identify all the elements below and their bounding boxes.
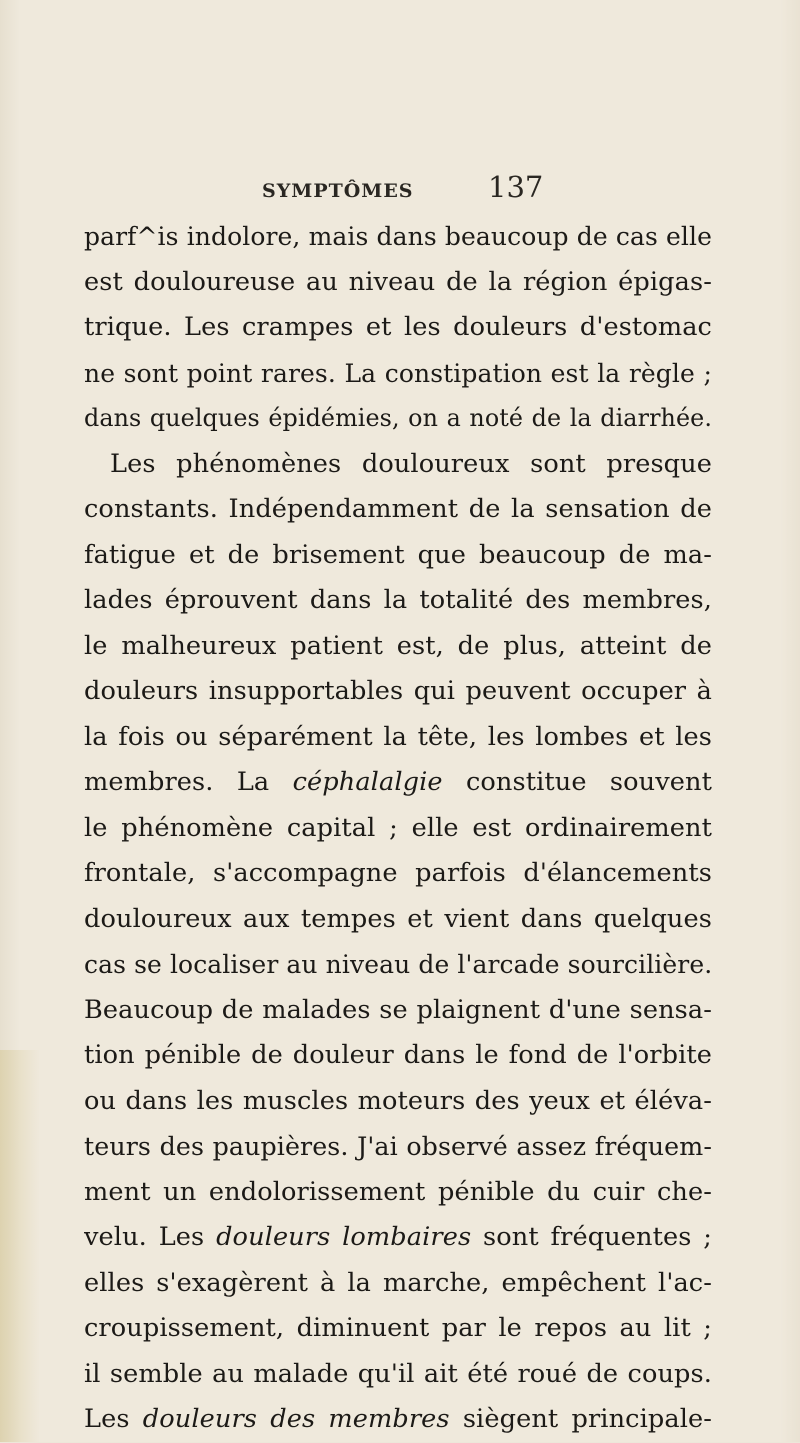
text-line-22: ment un endolorissement pénible du cuir che- — [84, 1176, 712, 1207]
text-line-15: frontale, s'accompagne parfois d'élancements — [84, 858, 712, 888]
body-text — [84, 214, 712, 1443]
text-line-13 — [84, 760, 712, 806]
text-line-21: teurs des paupières. J'ai observé assez fréquem- — [84, 1132, 712, 1161]
text-line-5: dans quelques épidémies, on a noté de la diarrhée. — [84, 404, 712, 432]
text-run: constitue souvent — [442, 767, 712, 797]
text-line-16: douloureux aux tempes et vient dans quelques — [84, 903, 712, 934]
text-line-7: constants. Indépendamment de la sensation de — [84, 494, 712, 524]
text-line-11: douleurs insupportables qui peuvent occuper à — [84, 676, 712, 706]
text-line-26: il semble au malade qu'il ait été roué de coups. — [84, 1358, 712, 1389]
text-line-10: le malheureux patient est, de plus, atteint de — [84, 630, 712, 661]
text-line-20: ou dans les muscles moteurs des yeux et éléva- — [84, 1085, 712, 1116]
text-line-9: lades éprouvent dans la totalité des membres, — [84, 585, 712, 615]
text-run: sont fréquentes ; — [471, 1222, 712, 1252]
italic-term: douleurs lombaires — [216, 1222, 472, 1252]
running-title: SYMPTÔMES — [262, 180, 414, 202]
page-header — [0, 168, 800, 208]
text-line-25: croupissement, diminuent par le repos au lit ; — [84, 1313, 712, 1343]
text-line-24: elles s'exagèrent à la marche, empêchent l'ac- — [84, 1267, 712, 1298]
text-line-14: le phénomène capital ; elle est ordinairement — [84, 812, 712, 843]
text-run: membres. La — [84, 767, 293, 797]
text-line-1: parf^is indolore, mais dans beaucoup de cas elle — [84, 222, 712, 251]
text-line-4: ne sont point rares. La constipation est la règle ; — [84, 358, 712, 388]
text-run: siègent principale- — [449, 1404, 712, 1434]
text-line-27 — [84, 1397, 712, 1443]
text-line-12: la fois ou séparément la tête, les lombes et les — [84, 721, 712, 752]
text-line-8: fatigue et de brisement que beaucoup de ma- — [84, 539, 712, 570]
italic-term: céphalalgie — [292, 767, 443, 797]
text-run: velu. Les — [84, 1222, 217, 1252]
text-run: Les — [84, 1404, 143, 1434]
text-line-3: trique. Les crampes et les douleurs d'estomac — [84, 312, 712, 342]
text-line-18: Beaucoup de malades se plaignent d'une sensa- — [84, 994, 712, 1025]
page-edge-shadow — [0, 1050, 40, 1442]
italic-term: douleurs des membres — [142, 1404, 450, 1434]
text-line-2: est douloureuse au niveau de la région épigas- — [84, 266, 712, 297]
page-number: 137 — [488, 170, 544, 204]
text-line-23 — [84, 1215, 712, 1261]
text-line-19: tion pénible de douleur dans le fond de l'orbite — [84, 1040, 712, 1070]
text-line-6: Les phénomènes douloureux sont presque — [110, 448, 712, 479]
text-line-17: cas se localiser au niveau de l'arcade sourcilière. — [84, 950, 712, 979]
